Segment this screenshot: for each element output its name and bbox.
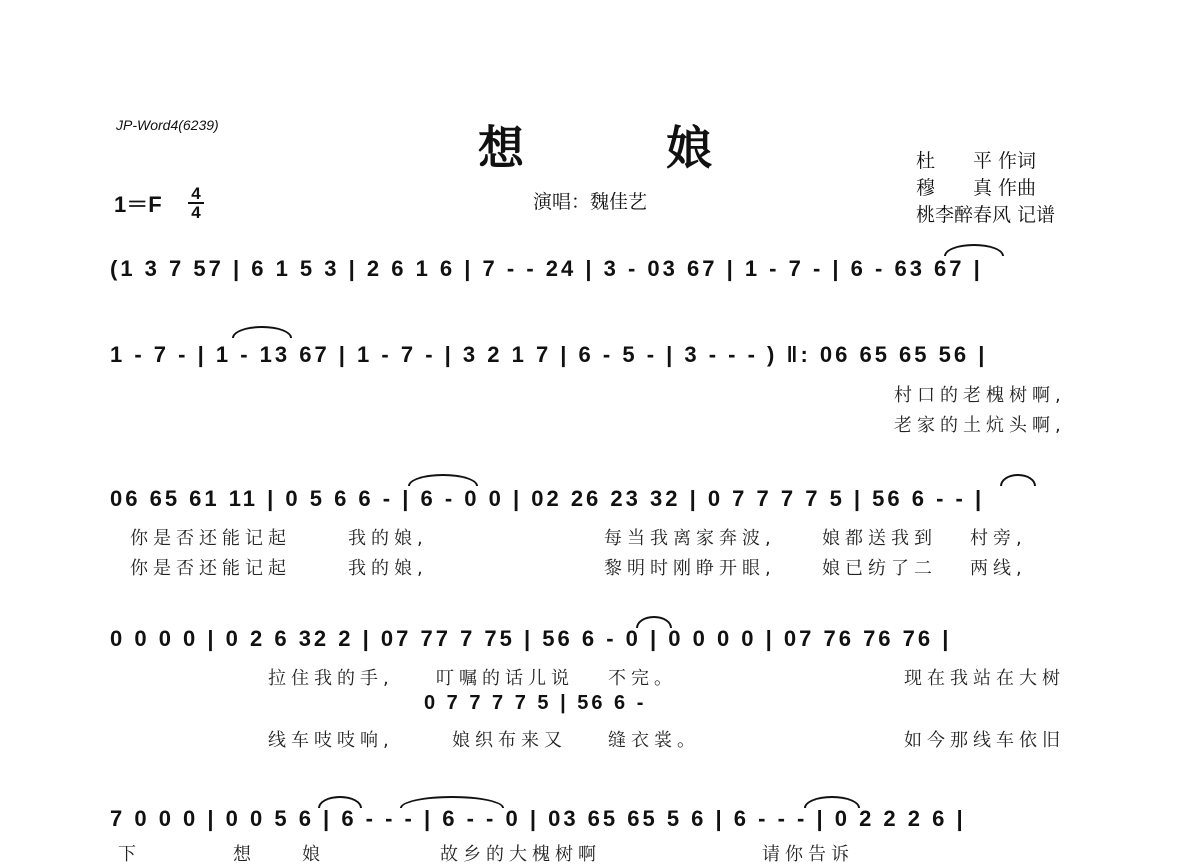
tie: [232, 326, 292, 338]
score-line-1: (1 3 7 57 | 6 1 5 3 | 2 6 1 6 | 7 - - 24 | 3 - 03 67 | 1 - 7 - | 6 - 63 67 |: [110, 256, 983, 281]
title-char-1: 想: [478, 121, 526, 175]
score-line-2: 1 - 7 - | 1 - 13 67 | 1 - 7 - | 3 2 1 7 | 6 - 5 - | 3 - - - ) ‖: 06 65 65 56 |: [110, 342, 988, 367]
score-line-4-alt: 0 7 7 7 7 5 | 56 6 -: [424, 692, 647, 714]
lyric-line-2b: 老家的土炕头啊,: [894, 415, 1066, 436]
lyric-3b-4: 娘已纺了二: [822, 558, 937, 579]
transcriber-credit: 桃李醉春风 记谱: [916, 204, 1056, 226]
lyric-3a-4: 娘都送我到: [822, 528, 937, 549]
lyric-4a-2: 叮嘱的话儿说: [436, 668, 574, 689]
lyric-4b-4: 如今那线车依旧: [904, 730, 1065, 751]
lyric-3b-3: 黎明时刚睁开眼,: [604, 558, 776, 579]
time-signature: [186, 185, 206, 221]
meter-bottom: 4: [191, 203, 201, 222]
lyric-4a-1: 拉住我的手,: [268, 668, 394, 689]
tie: [400, 796, 504, 808]
title-char-2: 娘: [666, 121, 714, 175]
song-title: [478, 112, 714, 178]
lyricist-credit: 杜 平 作词: [916, 150, 1037, 172]
lyric-4b-1: 线车吱吱响,: [268, 730, 394, 751]
lyric-line-2a: 村口的老槐树啊,: [894, 385, 1066, 406]
lyric-3b-5: 两线,: [970, 558, 1027, 579]
lyric-4a-4: 现在我站在大树: [904, 668, 1065, 689]
lyric-3a-2: 我的娘,: [348, 528, 428, 549]
lyric-4b-3: 缝衣裳。: [608, 730, 700, 751]
tie: [318, 796, 362, 808]
lyric-4a-3: 不完。: [608, 668, 677, 689]
tie: [804, 796, 860, 808]
singer-credit: 演唱：魏佳艺: [533, 191, 648, 213]
lyric-line-5: 下 想 娘 故乡的大槐树啊 请你告诉: [118, 844, 854, 865]
score-line-4: 0 0 0 0 | 0 2 6 32 2 | 07 77 7 75 | 56 6 - 0 | 0 0 0 0 | 07 76 76 76 |: [110, 626, 952, 651]
tie: [636, 616, 672, 628]
lyric-3a-3: 每当我离家奔波,: [604, 528, 776, 549]
lyric-3b-1: 你是否还能记起: [130, 558, 291, 579]
credits: [916, 148, 1055, 229]
composer-credit: 穆 真 作曲: [916, 177, 1037, 199]
tie: [944, 244, 1004, 256]
lyric-3b-2: 我的娘,: [348, 558, 428, 579]
tie: [408, 474, 478, 486]
key-signature: 1＝F: [114, 192, 162, 217]
lyric-3a-5: 村旁,: [970, 528, 1027, 549]
score-line-5: 7 0 0 0 | 0 0 5 6 | 6 - - - | 6 - - 0 | 03 65 65 5 6 | 6 - - - | 0 2 2 2 6 |: [110, 806, 966, 831]
software-label: JP-Word4(6239): [116, 117, 219, 133]
meter-top: 4: [191, 184, 201, 203]
lyric-4b-2: 娘织布来又: [452, 730, 567, 751]
lyric-3a-1: 你是否还能记起: [130, 528, 291, 549]
tie: [1000, 474, 1036, 486]
score-line-3: 06 65 61 11 | 0 5 6 6 - | 6 - 0 0 | 02 26 23 32 | 0 7 7 7 7 5 | 56 6 - - |: [110, 486, 985, 511]
